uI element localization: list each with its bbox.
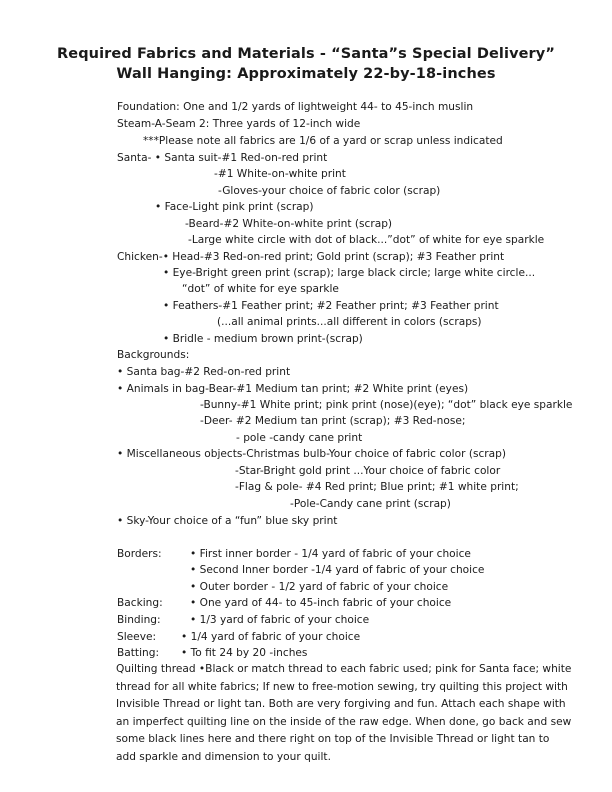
misc-pole-line: -Pole-Candy cane print (scrap) (290, 498, 451, 510)
sky-line: • Sky-Your choice of a “fun” blue sky print (117, 515, 338, 527)
sleeve-label: Sleeve: (117, 631, 157, 643)
batting-value: • To fit 24 by 20 -inches (181, 647, 308, 659)
quilting-line: an imperfect quilting line on the inside of the raw edge. When done, go back and sew (116, 715, 572, 728)
santa-white-line: -#1 White-on-white print (214, 168, 346, 180)
foundation-line: Foundation: One and 1/2 yards of lightweight 44- to 45-inch muslin (117, 101, 474, 113)
page-title-line-2: Wall Hanging: Approximately 22-by-18-inches (116, 66, 496, 82)
santa-face-line: • Face-Light pink print (scrap) (155, 201, 314, 213)
quilting-line: thread for all white fabrics; If new to free-motion sewing, try quilting this project with (116, 680, 568, 693)
borders-first-inner: • First inner border - 1/4 yard of fabric of your choice (190, 548, 471, 560)
backing-value: • One yard of 44- to 45-inch fabric of your choice (190, 597, 452, 609)
borders-label: Borders: (117, 548, 162, 560)
misc-star-line: -Star-Bright gold print ...Your choice of fabric color (235, 465, 501, 477)
backgrounds-heading: Backgrounds: (117, 349, 190, 361)
chicken-bridle-line: • Bridle - medium brown print-(scrap) (163, 333, 363, 345)
animals-bunny-line: -Bunny-#1 White print; pink print (nose)(eye); “dot” black eye sparkle (200, 399, 573, 411)
page-title-line-1: Required Fabrics and Materials - “Santa”s Special Delivery” (57, 46, 555, 62)
misc-objects-line: • Miscellaneous objects-Christmas bulb-Your choice of fabric color (scrap) (117, 448, 506, 460)
steam-a-seam-line: Steam-A-Seam 2: Three yards of 12-inch wide (117, 118, 361, 130)
santa-beard-line: -Beard-#2 White-on-white print (scrap) (185, 218, 393, 230)
animal-prints-line: (...all animal prints...all different in colors (scraps) (217, 316, 482, 328)
quilting-line: Quilting thread •Black or match thread to each fabric used; pink for Santa face; white (116, 663, 572, 675)
borders-second-inner: • Second Inner border -1/4 yard of fabric of your choice (190, 564, 485, 576)
chicken-eye-line: • Eye-Bright green print (scrap); large black circle; large white circle... (163, 267, 536, 279)
santa-bag-line: • Santa bag-#2 Red-on-red print (117, 366, 291, 378)
santa-gloves-line: -Gloves-your choice of fabric color (scrap) (218, 185, 441, 197)
fabric-note-line: ***Please note all fabrics are 1/6 of a yard or scrap unless indicated (143, 135, 503, 147)
quilting-thread-paragraph (116, 661, 594, 767)
chicken-head-line: Chicken-• Head-#3 Red-on-red print; Gold print (scrap); #3 Feather print (117, 251, 505, 263)
quilting-line: add sparkle and dimension to your quilt. (116, 750, 331, 763)
chicken-feathers-line: • Feathers-#1 Feather print; #2 Feather print; #3 Feather print (163, 300, 499, 312)
binding-label: Binding: (117, 614, 161, 626)
batting-label: Batting: (117, 647, 160, 659)
santa-eye-line: -Large white circle with dot of black...”dot” of white for eye sparkle (188, 234, 545, 246)
chicken-eye-sparkle-line: “dot” of white for eye sparkle (182, 283, 339, 295)
animals-bear-line: • Animals in bag-Bear-#1 Medium tan print; #2 White print (eyes) (117, 383, 469, 395)
misc-flag-line: -Flag & pole- #4 Red print; Blue print; #1 white print; (235, 481, 519, 493)
sleeve-value: • 1/4 yard of fabric of your choice (181, 631, 361, 643)
deer-pole-line: - pole -candy cane print (236, 432, 363, 444)
binding-value: • 1/3 yard of fabric of your choice (190, 614, 370, 626)
santa-suit-line: Santa- • Santa suit-#1 Red-on-red print (117, 152, 328, 164)
quilting-line: some black lines here and there right on top of the Invisible Thread or light tan to (116, 733, 550, 746)
borders-outer: • Outer border - 1/2 yard of fabric of your choice (190, 581, 449, 593)
animals-deer-line: -Deer- #2 Medium tan print (scrap); #3 Red-nose; (200, 415, 466, 427)
backing-label: Backing: (117, 597, 163, 609)
quilting-line: Invisible Thread or light tan. Both are very forgiving and fun. Attach each shape with (116, 698, 566, 711)
